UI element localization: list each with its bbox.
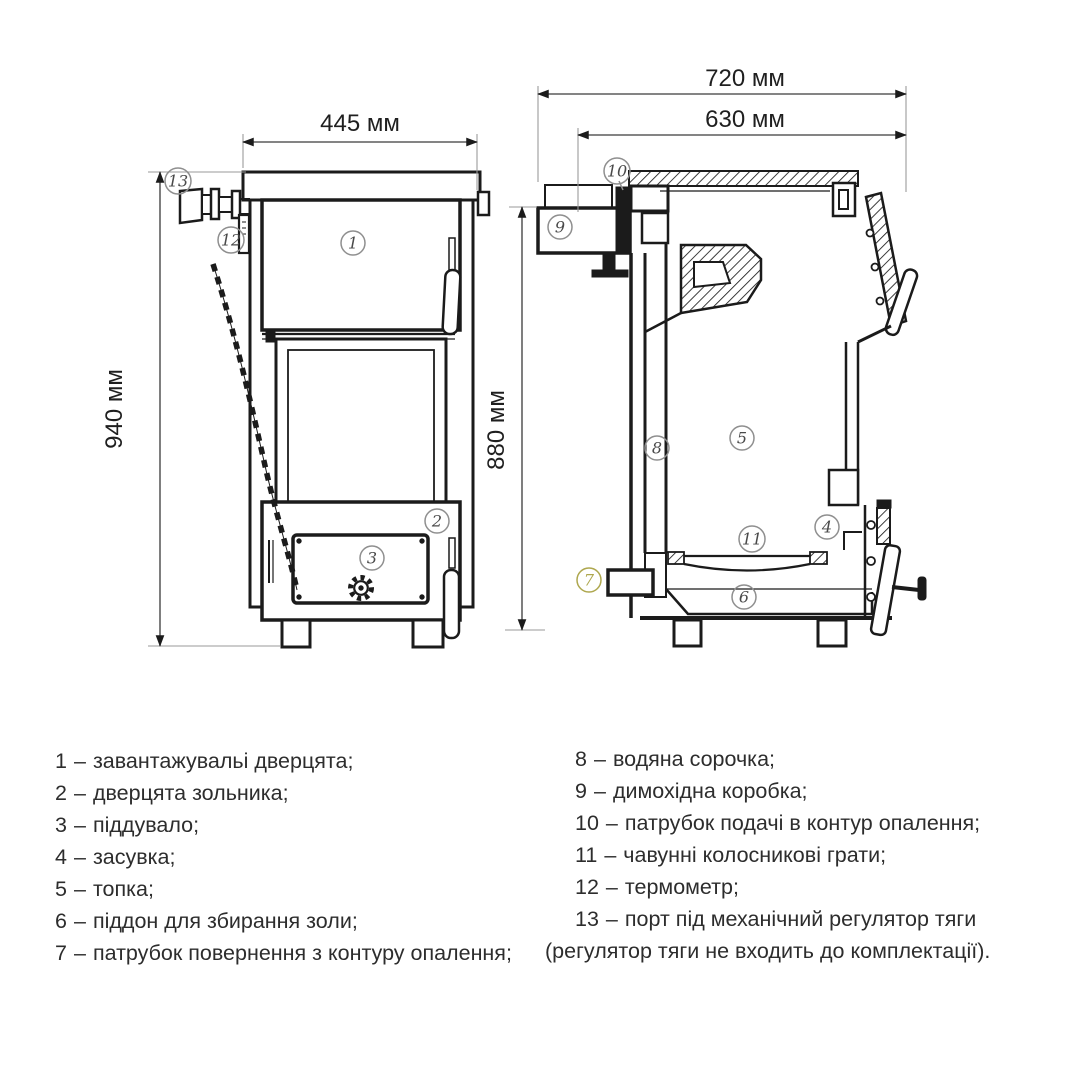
legend-number: 3: [55, 813, 67, 837]
callout-4: [815, 515, 839, 539]
legend-number: 7: [55, 941, 67, 965]
ash-door-bolt: [297, 539, 301, 543]
legend-item-6: [55, 905, 512, 937]
callout-1-number: 1: [347, 233, 359, 253]
callout-12: [218, 227, 244, 253]
front-foot-left: [282, 620, 310, 647]
ash-door-bolt: [420, 539, 424, 543]
ash-door-bolt: [420, 595, 424, 599]
legend-number: 1: [55, 749, 67, 773]
callout-5: [730, 426, 754, 450]
legend-separator: –: [73, 813, 86, 837]
legend-label: патрубок подачі в контур опалення;: [624, 811, 981, 835]
legend-label: термометр;: [624, 875, 739, 899]
legend-item-10: [575, 807, 990, 839]
lower-door-lintel: [829, 470, 858, 505]
legend-number: 12: [575, 875, 599, 899]
legend-separator: –: [73, 781, 86, 805]
legend-label: піддувало;: [92, 813, 200, 837]
grate-bars: [684, 564, 810, 571]
callout-6-number: 6: [738, 587, 750, 607]
lower-door-knob-stem: [892, 587, 919, 590]
callout-11: [739, 526, 765, 552]
legend-separator: –: [73, 941, 86, 965]
smoke-box-bolt-base: [592, 270, 628, 277]
smoke-box-bolt: [603, 253, 615, 270]
legend-number: 13: [575, 907, 599, 931]
callout-13: [165, 168, 191, 194]
dimension-side-height: [483, 207, 545, 630]
side-foot-left: [674, 620, 701, 646]
callout-4-number: 4: [821, 517, 833, 537]
legend-label: патрубок повернення з контуру опалення;: [92, 941, 512, 965]
legend-number: 6: [55, 909, 67, 933]
legend-label: завантажувальі дверцята;: [92, 749, 354, 773]
callout-3-number: 3: [366, 548, 378, 568]
legend-column-left: [55, 745, 512, 969]
legend-column-right: [545, 743, 991, 967]
callout-7: [577, 568, 601, 592]
legend-number: 9: [575, 779, 587, 803]
legend-label: піддон для збирання золи;: [92, 909, 358, 933]
front-width-label: 445 мм: [320, 110, 400, 137]
callout-13-number: 13: [167, 171, 189, 191]
legend-label: засувка;: [92, 845, 176, 869]
side-foot-right: [818, 620, 846, 646]
legend-item-5: [55, 873, 512, 905]
deflector-window: [694, 262, 730, 287]
lower-handle-stem: [449, 538, 455, 568]
grate-support-left: [668, 552, 684, 564]
front-top-plate: [243, 172, 480, 200]
lower-handle-blade: [444, 570, 459, 638]
loading-door: [262, 200, 460, 330]
side-height-label: 880 мм: [483, 390, 510, 470]
legend-number: 11: [575, 843, 598, 867]
side-overall-width-label: 720 мм: [705, 65, 785, 92]
callout-12-number: 12: [220, 230, 242, 250]
legend-separator: –: [73, 877, 86, 901]
door-bottom-edge: [858, 326, 891, 342]
callout-5-number: 5: [736, 428, 748, 448]
legend-item-7: [55, 937, 512, 969]
return-port: [608, 570, 653, 595]
legend-number: 8: [575, 747, 587, 771]
frame-bolt: [867, 521, 875, 529]
damper-plate: [844, 532, 862, 550]
top-lid-section: [629, 171, 858, 186]
callout-2-number: 2: [431, 511, 443, 531]
legend-number: 5: [55, 877, 67, 901]
front-right-tab: [478, 192, 489, 215]
side-top-width-label: 630 мм: [705, 106, 785, 133]
callout-11-number: 11: [741, 529, 763, 549]
lower-door-knob: [918, 577, 926, 600]
ash-door: [293, 535, 428, 603]
upper-handle-stem: [449, 238, 455, 270]
door-hinge: [266, 330, 275, 342]
legend-item-12: [575, 871, 990, 903]
callout-9-number: 9: [554, 217, 566, 237]
legend-number: 2: [55, 781, 67, 805]
callout-6: [732, 585, 756, 609]
front-foot-right: [413, 620, 443, 647]
legend-separator: –: [604, 843, 617, 867]
door-bolt: [872, 264, 879, 271]
top-corner-block-inner: [642, 213, 668, 243]
legend-item-9: [575, 775, 990, 807]
grate-support-right: [810, 552, 827, 564]
legend-number: 4: [55, 845, 67, 869]
legend-label: водяна сорочка;: [612, 747, 775, 771]
callout-8-number: 8: [651, 438, 663, 458]
rear-top-bracket-slot: [839, 190, 848, 209]
legend-separator: –: [605, 907, 618, 931]
frame-bolt: [867, 593, 875, 601]
side-view: [538, 171, 926, 646]
door-bolt: [867, 230, 874, 237]
legend-item-2: [55, 777, 512, 809]
ash-door-bolt: [297, 595, 301, 599]
callout-7-number: 7: [583, 570, 595, 590]
legend-label: порт під механічний регулятор тяги: [624, 907, 977, 931]
legend-separator: –: [73, 909, 86, 933]
legend-item-3: [55, 809, 512, 841]
lower-door-section: [877, 508, 890, 544]
legend-separator: –: [605, 811, 618, 835]
ash-pan: [666, 589, 872, 614]
legend-separator: –: [593, 779, 606, 803]
legend-item-11: [575, 839, 990, 871]
legend-item-4: [55, 841, 512, 873]
legend-label: дверцята зольника;: [92, 781, 289, 805]
air-supply-knob: [351, 578, 372, 599]
legend-label: чавунні колосникові грати;: [623, 843, 887, 867]
legend-separator: –: [73, 749, 86, 773]
legend-separator: –: [605, 875, 618, 899]
legend-separator: –: [73, 845, 86, 869]
door-bolt: [877, 298, 884, 305]
legend-item-8: [575, 743, 990, 775]
upper-handle-blade: [442, 270, 460, 335]
legend-label: димохідна коробка;: [612, 779, 808, 803]
top-corner-block: [631, 186, 668, 211]
frame-bolt: [867, 557, 875, 565]
deflector-edge: [645, 313, 681, 332]
front-height-label: 940 мм: [101, 369, 128, 449]
legend-item-1: [55, 745, 512, 777]
legend-number: 10: [575, 811, 599, 835]
legend-item-13-note: (регулятор тяги не входить до комплектації).: [545, 939, 991, 963]
legend-item-13: [575, 903, 990, 935]
legend-label: топка;: [92, 877, 154, 901]
callout-10-number: 10: [606, 161, 628, 181]
lower-door-cap-top: [877, 500, 891, 508]
flue-channel: [616, 187, 629, 253]
legend-separator: –: [593, 747, 606, 771]
